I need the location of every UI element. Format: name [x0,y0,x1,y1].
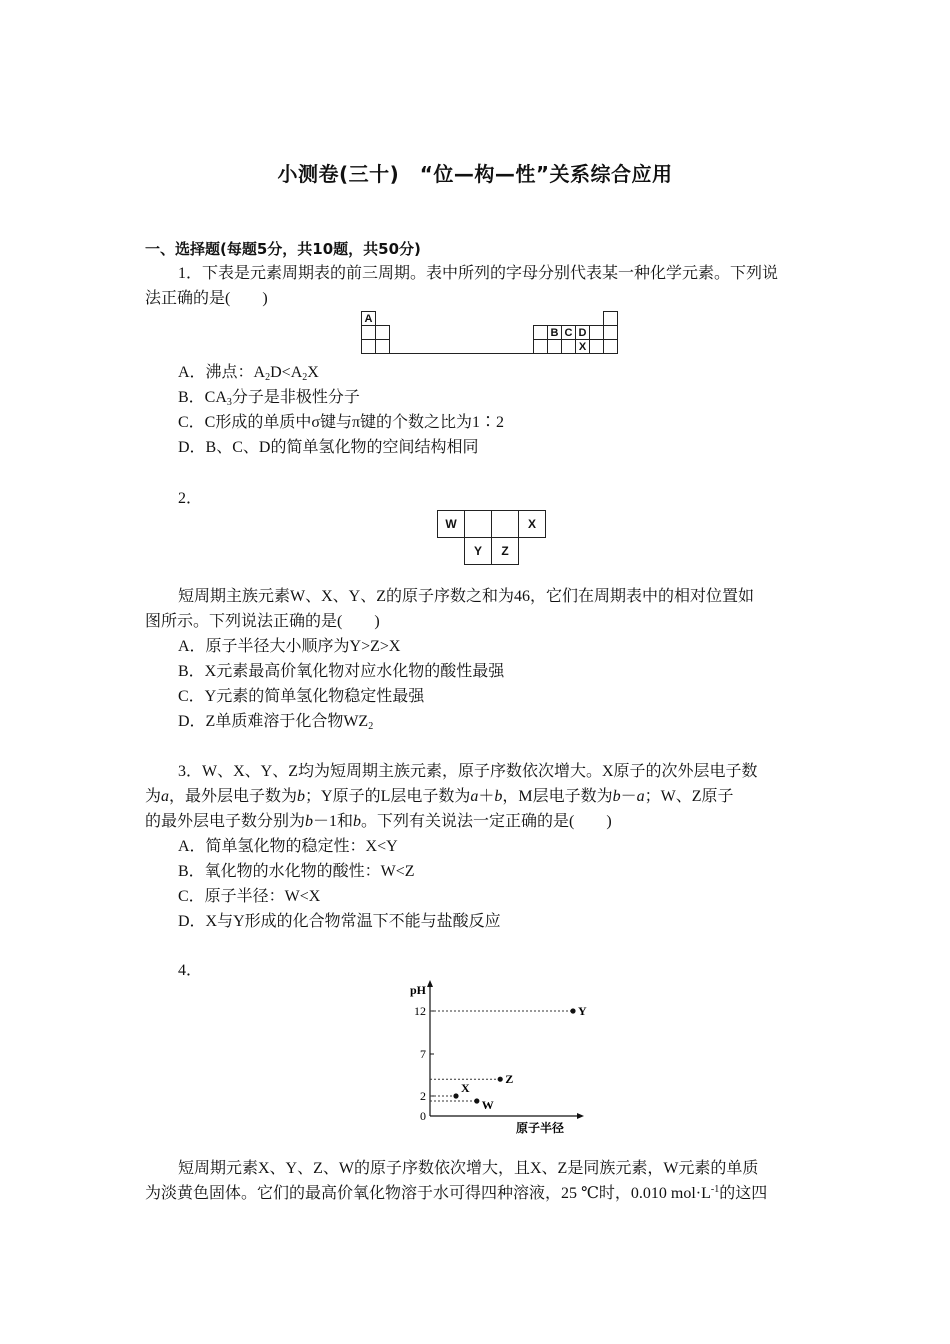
point-label-y: Y [578,1004,587,1018]
pt-cell-b: B [548,326,562,340]
data-point-w [474,1098,479,1103]
pt-cell-a: A [362,312,376,326]
q4-ph-chart [400,978,600,1138]
q1-stem-line2: 法正确的是( ) [145,290,268,307]
page-title: 小测卷(三十) “位—构—性”关系综合应用 [277,162,673,186]
y-tick-label: 2 [420,1089,426,1103]
q3-option-b: B．氧化物的水化物的酸性：W<Z [178,863,415,880]
grid-cell-y: Y [465,538,492,565]
q2-option-a: A．原子半径大小顺序为Y>Z>X [178,638,401,655]
x-axis-arrow-icon [577,1113,584,1119]
q1-option-d: D．B、C、D的简单氢化物的空间结构相同 [178,439,479,456]
pt-cell-he [604,312,618,326]
q2-option-c: C．Y元素的简单氢化物稳定性最强 [178,688,425,705]
q1-option-b: B．$CA_3$分子是非极性分子 [178,389,360,408]
y-axis-label: pH [410,983,427,997]
q3-stem-line1: 3．W、X、Y、Z均为短周期主族元素，原子序数依次增大。X原子的次外层电子数 [178,763,758,780]
q1-option-c: C．C形成的单质中σ键与π键的个数之比为1∶2 [178,414,505,431]
pt-cell-x: X [576,340,590,354]
pt-cell-c: C [562,326,576,340]
y-tick-label: 12 [414,1004,426,1018]
grid-cell-x: X [519,511,546,538]
data-point-x [453,1093,458,1098]
q1-periodic-table [361,311,618,354]
grid-cell-w: W [438,511,465,538]
point-label-w: W [481,1098,494,1112]
y-tick-label: 0 [420,1109,426,1123]
y-axis-arrow-icon [427,980,433,987]
x-axis-label: 原子半径 [516,1121,565,1135]
q2-option-d: D．Z单质难溶于化合物$WZ_2$ [178,713,374,732]
q3-stem-line3: 的最外层电子数分别为b－1和b。下列有关说法一定正确的是( ) [145,813,612,830]
q2-position-grid [437,510,546,565]
point-label-z: Z [505,1072,514,1087]
q3-option-c: C．原子半径：W<X [178,888,321,905]
data-point-y [570,1008,575,1013]
q3-option-d: D．X与Y形成的化合物常温下不能与盐酸反应 [178,913,501,930]
q4-stem-line2: 为淡黄色固体。它们的最高价氧化物溶于水可得四种溶液，25 ℃时，0.010 $mol\cdot L^{-1}$的这四 [145,1184,768,1202]
q2-stem-line1: 短周期主族元素W、X、Y、Z的原子序数之和为46，它们在周期表中的相对位置如 [178,588,754,605]
q1-stem-line1: 1．下表是元素周期表的前三周期。表中所列的字母分别代表某一种化学元素。下列说 [178,265,779,282]
pt-cell-d: D [576,326,590,340]
q1-option-a: A．沸点：$A_2D<A_2X$ [178,364,319,383]
point-label-x: X [461,1081,470,1095]
section-heading: 一、选择题(每题5分，共10题，共50分) [145,240,421,258]
grid-cell-z: Z [492,538,519,565]
q3-option-a: A．简单氢化物的稳定性：X<Y [178,838,398,855]
q2-stem-line2: 图所示。下列说法正确的是( ) [145,613,380,630]
data-point-z [498,1077,503,1082]
y-tick-label: 7 [420,1047,426,1061]
q2-option-b: B．X元素最高价氧化物对应水化物的酸性最强 [178,663,505,680]
q4-stem-line1: 短周期元素X、Y、Z、W的原子序数依次增大，且X、Z是同族元素，W元素的单质 [178,1160,759,1177]
q4-number: 4． [178,962,203,979]
q3-stem-line2: 为a，最外层电子数为b；Y原子的L层电子数为a＋b，M层电子数为b－a；W、Z原子 [145,788,734,805]
q2-number: 2． [178,490,203,507]
